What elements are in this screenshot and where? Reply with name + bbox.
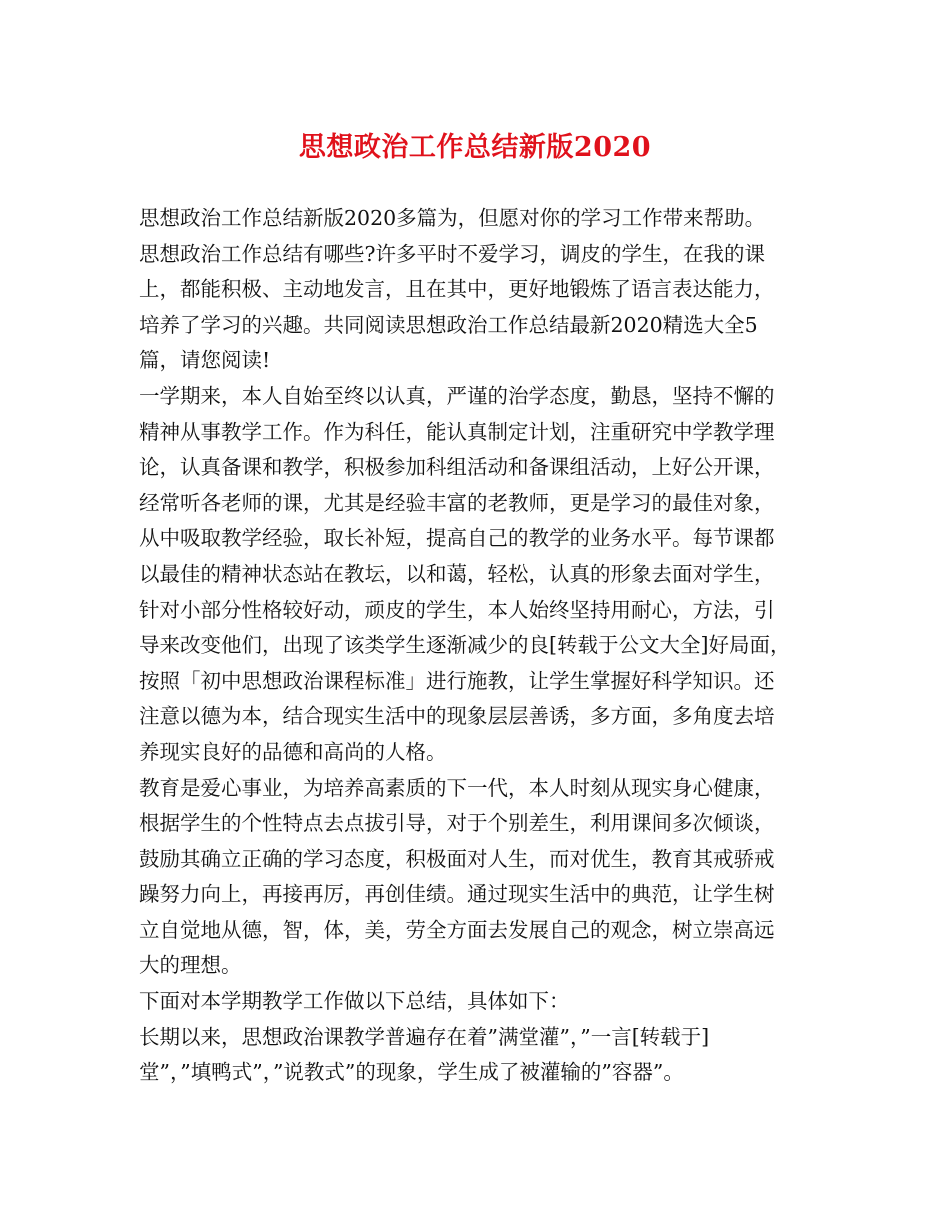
text-line: 鼓励其确立正确的学习态度，积极面对人生，而对优生，教育其戒骄戒	[139, 846, 775, 871]
document-title: 思想政治工作总结新版2020	[298, 132, 652, 163]
text-line: 思想政治工作总结有哪些?许多平时不爱学习，调皮的学生，在我的课	[139, 241, 765, 266]
text-line: 一学期来，本人自始至终以认真，严谨的治学态度，勤恳，坚持不懈的	[139, 383, 775, 408]
text-line: 从中吸取教学经验，取长补短，提高自己的教学的业务水平。每节课都	[139, 526, 775, 551]
text-line: 注意以德为本，结合现实生活中的现象层层善诱，多方面，多角度去培	[139, 704, 775, 729]
text-line: 培养了学习的兴趣。共同阅读思想政治工作总结最新2020精选大全5	[139, 312, 758, 337]
text-line: 论，认真备课和教学，积极参加科组活动和备课组活动，上好公开课，	[139, 455, 775, 480]
text-line: 教育是爱心事业，为培养高素质的下一代，本人时刻从现实身心健康，	[139, 775, 775, 800]
text-line: 躁努力向上，再接再厉，再创佳绩。通过现实生活中的典范，让学生树	[139, 882, 775, 907]
text-line: 下面对本学期教学工作做以下总结，具体如下：	[139, 989, 570, 1014]
text-line: 按照「初中思想政治课程标准」进行施教，让学生掌握好科学知识。还	[139, 668, 775, 693]
text-line: 精神从事教学工作。作为科任，能认真制定计划，注重研究中学教学理	[139, 419, 775, 444]
text-line: 针对小部分性格较好动，顽皮的学生，本人始终坚持用耐心，方法，引	[139, 597, 775, 622]
text-line: 上，都能积极、主动地发言，且在其中，更好地锻炼了语言表达能力，	[139, 277, 775, 302]
text-line: 堂”，”填鸭式”，”说教式”的现象，学生成了被灌输的”容器”。	[139, 1060, 684, 1085]
text-line: 长期以来，思想政治课教学普遍存在着”满堂灌”，”一言[转载于]	[139, 1024, 710, 1049]
text-line: 篇，请您阅读!	[139, 348, 271, 373]
text-line: 以最佳的精神状态站在教坛，以和蔼，轻松，认真的形象去面对学生，	[139, 561, 775, 586]
text-line: 大的理想。	[139, 953, 242, 978]
text-line: 养现实良好的品德和高尚的人格。	[139, 739, 447, 764]
text-line: 导来改变他们，出现了该类学生逐渐减少的良[转载于公文大全]好局面，	[139, 633, 791, 658]
text-line: 立自觉地从德，智，体，美，劳全方面去发展自己的观念，树立崇高远	[139, 917, 775, 942]
text-line: 经常听各老师的课，尤其是经验丰富的老教师，更是学习的最佳对象，	[139, 490, 775, 515]
text-line: 根据学生的个性特点去点拔引导，对于个别差生，利用课间多次倾谈，	[139, 811, 775, 836]
document-body	[139, 201, 829, 1091]
text-line: 思想政治工作总结新版2020多篇为，但愿对你的学习工作带来帮助。	[139, 206, 766, 230]
